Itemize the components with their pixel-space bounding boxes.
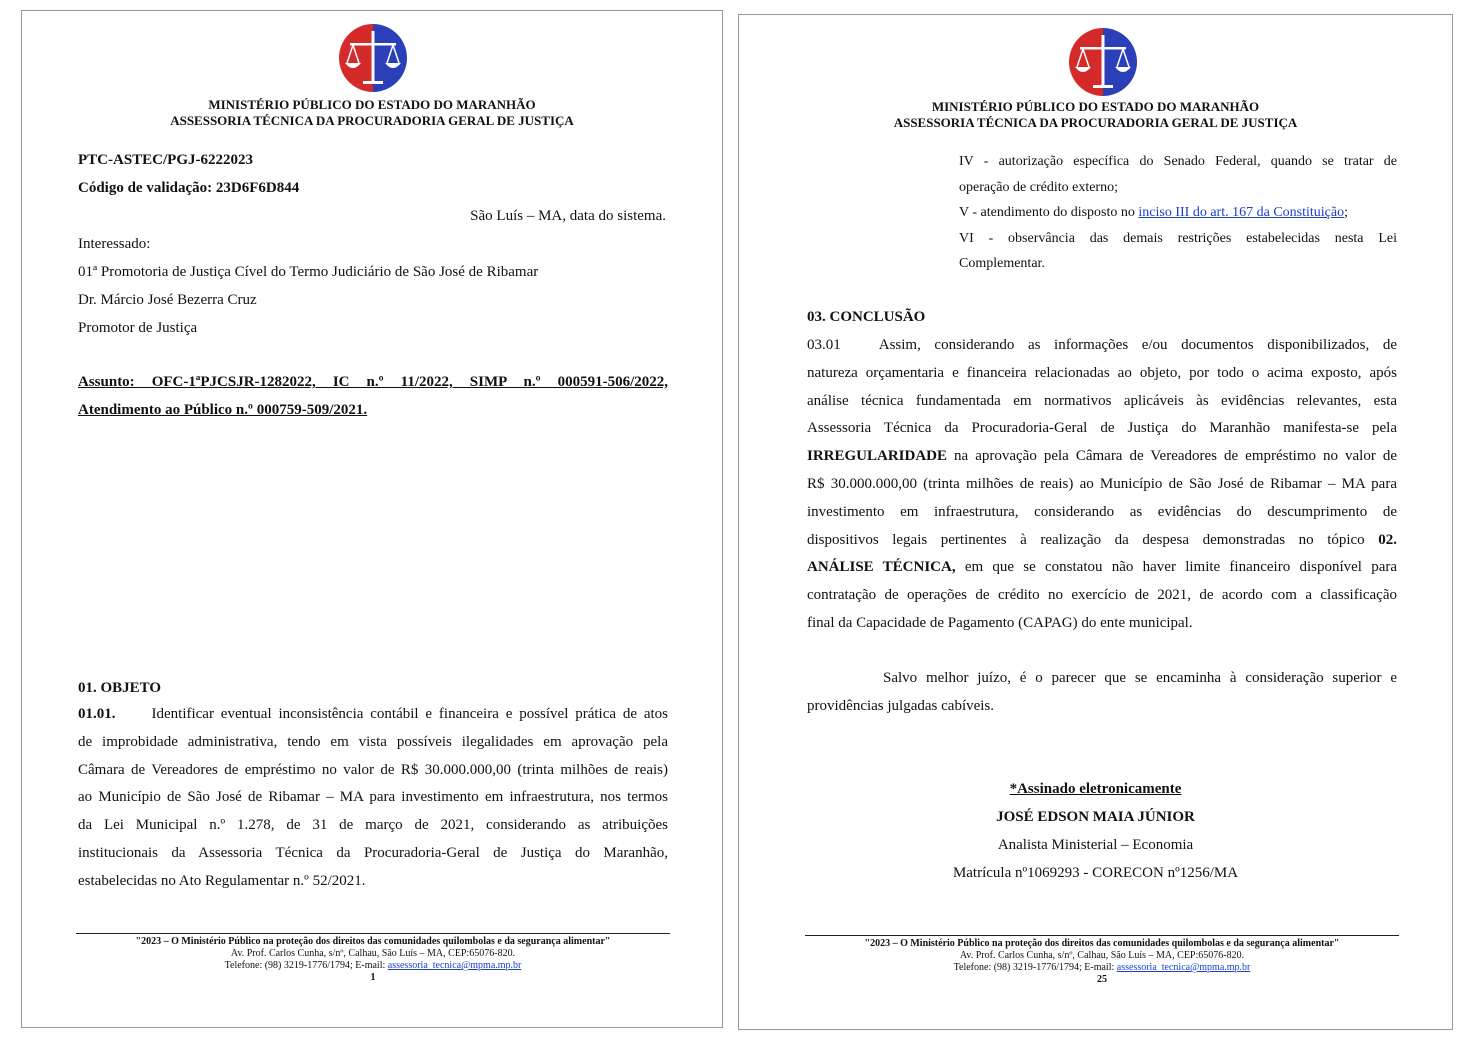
org-name: MINISTÉRIO PÚBLICO DO ESTADO DO MARANHÃO (931, 99, 1260, 114)
list-item-vi-cont: Complementar. (959, 256, 1045, 272)
paragraph-line: 01.01. Identificar eventual inconsistência contábil e financeira e possível prática de atos (78, 706, 668, 722)
paragraph-line: ao Município de São José de Ribamar – MA para investimento em infraestrutura, nos termos (78, 789, 668, 806)
paragraph-line: 03.01 Assim, considerando as informações e/ou documentos disponibilizados, de (807, 337, 1397, 353)
paragraph-line: análise técnica fundamentada em normativos aplicáveis às evidências relevantes, esta (807, 392, 1397, 409)
objeto-paragraph (78, 701, 668, 896)
constitution-link[interactable]: inciso III do art. 167 da Constituição (1138, 205, 1345, 221)
signer-role: Analista Ministerial – Economia (997, 837, 1194, 853)
paragraph-line: institucionais da Assessoria Técnica da Procuradoria-Geral de Justiça do Maranhão, (78, 844, 668, 861)
document-page-1 (21, 10, 723, 1028)
closing-paragraph (807, 665, 1397, 721)
paragraph-line: providências julgadas cabíveis. (807, 697, 995, 714)
ministerio-publico-logo (1066, 27, 1140, 97)
signer-name: JOSÉ EDSON MAIA JÚNIOR (996, 809, 1195, 825)
signer-registration: Matrícula nº1069293 - CORECON nº1256/MA (952, 865, 1239, 881)
paragraph-line: ANÁLISE TÉCNICA, em que se constatou não haver limite financeiro disponível para (807, 559, 1398, 576)
document-page-2 (738, 14, 1453, 1030)
page-number: 25 (1097, 974, 1107, 985)
paragraph-line: Assessoria Técnica da Procuradoria-Geral de Justiça do Maranhão manifesta-se pela (807, 420, 1397, 437)
footer-divider (805, 935, 1399, 936)
signed-electronically: *Assinado eletronicamente (1009, 781, 1182, 797)
footer-address: Av. Prof. Carlos Cunha, s/nº, Calhau, São Luís – MA, CEP:65076-820. (230, 948, 516, 959)
document-header (739, 99, 1452, 131)
legal-list (959, 149, 1397, 277)
paragraph-line: Câmara de Vereadores de empréstimo no valor de R$ 30.000.000,00 (trinta milhões de reais) (78, 761, 668, 778)
org-department: ASSESSORIA TÉCNICA DA PROCURADORIA GERAL DE JUSTIÇA (893, 115, 1298, 130)
interessado-label: Interessado: (78, 236, 151, 252)
footer-quote: "2023 – O Ministério Público na proteção dos direitos das comunidades quilombolas e da segurança alimentar" (864, 938, 1340, 949)
paragraph-line: de improbidade administrativa, tendo em vista possíveis ilegalidades em aprovação pela (78, 733, 668, 750)
document-reference: PTC-ASTEC/PGJ-6222023 (78, 152, 254, 168)
paragraph-line: R$ 30.000.000,00 (trinta milhões de reais) ao Município de São José de Ribamar – MA para (807, 475, 1397, 492)
paragraph-line: contratação de operações de crédito no exercício de 2021, de acordo com a classificação (807, 587, 1397, 604)
paragraph-line: da Lei Municipal n.º 1.278, de 31 de março de 2021, considerando as atribuições (78, 817, 668, 834)
page-footer (62, 936, 684, 984)
document-header (22, 97, 722, 129)
interessado-line: Promotor de Justiça (78, 320, 198, 336)
paragraph-line: dispositivos legais pertinentes à realização da despesa demonstradas no tópico 02. (807, 531, 1397, 548)
list-item-iv: IV - autorização específica do Senado Federal, quando se tratar de (959, 154, 1397, 169)
irregularidade-text: IRREGULARIDADE (807, 448, 948, 465)
list-item-vi: VI - observância das demais restrições estabelecidas nesta Lei (959, 230, 1397, 246)
validation-code: Código de validação: 23D6F6D844 (78, 180, 300, 196)
interessado-line: Dr. Márcio José Bezerra Cruz (78, 292, 257, 308)
place-date: São Luís – MA, data do sistema. (470, 208, 666, 224)
item-number: 01.01. (78, 706, 116, 722)
paragraph-line: Salvo melhor juízo, é o parecer que se encaminha à consideração superior e (883, 670, 1397, 686)
section-title: 01. OBJETO (78, 680, 162, 696)
conclusion-paragraph (807, 332, 1397, 638)
footer-email-link[interactable]: assessoria_tecnica@mpma.mp.br (1116, 962, 1251, 973)
footer-contact: Telefone: (98) 3219-1776/1794; E-mail: assessoria_tecnica@mpma.mp.br (953, 962, 1251, 973)
list-item-v: V - atendimento do disposto no inciso III do art. 167 da Constituição; (959, 205, 1348, 221)
page-footer (783, 938, 1421, 986)
paragraph-line: IRREGULARIDADE na aprovação pela Câmara de Vereadores de empréstimo no valor de (807, 448, 1397, 465)
paragraph-line: natureza orçamentaria e financeira relacionadas ao objeto, por todo o acima exposto, após (807, 364, 1397, 381)
paragraph-line: estabelecidas no Ato Regulamentar n.º 52/2021. (78, 872, 366, 889)
assunto (78, 369, 668, 425)
footer-divider (76, 933, 670, 934)
org-name: MINISTÉRIO PÚBLICO DO ESTADO DO MARANHÃO (208, 97, 536, 112)
ministerio-publico-logo (336, 23, 410, 93)
page-number: 1 (370, 972, 376, 983)
paragraph-line: investimento em infraestrutura, considerando as evidências do descumprimento de (807, 503, 1397, 520)
org-department: ASSESSORIA TÉCNICA DA PROCURADORIA GERAL DE JUSTIÇA (170, 113, 574, 128)
footer-quote: "2023 – O Ministério Público na proteção dos direitos das comunidades quilombolas e da segurança alimentar" (135, 936, 611, 947)
footer-email-link[interactable]: assessoria_tecnica@mpma.mp.br (387, 960, 522, 971)
assunto-line: Assunto: OFC-1ªPJCSJR-1282022, IC n.º 11/2022, SIMP n.º 000591-506/2022, (78, 374, 668, 390)
footer-address: Av. Prof. Carlos Cunha, s/nº, Calhau, São Luís – MA, CEP:65076-820. (959, 950, 1245, 961)
assunto-line: Atendimento ao Público n.º 000759-509/2021. (78, 401, 368, 418)
interessado-line: 01ª Promotoria de Justiça Cível do Termo Judiciário de São José de Ribamar (78, 264, 539, 280)
paragraph-line: final da Capacidade de Pagamento (CAPAG) do ente municipal. (807, 614, 1193, 631)
footer-contact: Telefone: (98) 3219-1776/1794; E-mail: assessoria_tecnica@mpma.mp.br (224, 960, 522, 971)
list-item-iv-cont: operação de crédito externo; (959, 179, 1118, 195)
section-title: 03. CONCLUSÃO (807, 309, 926, 325)
